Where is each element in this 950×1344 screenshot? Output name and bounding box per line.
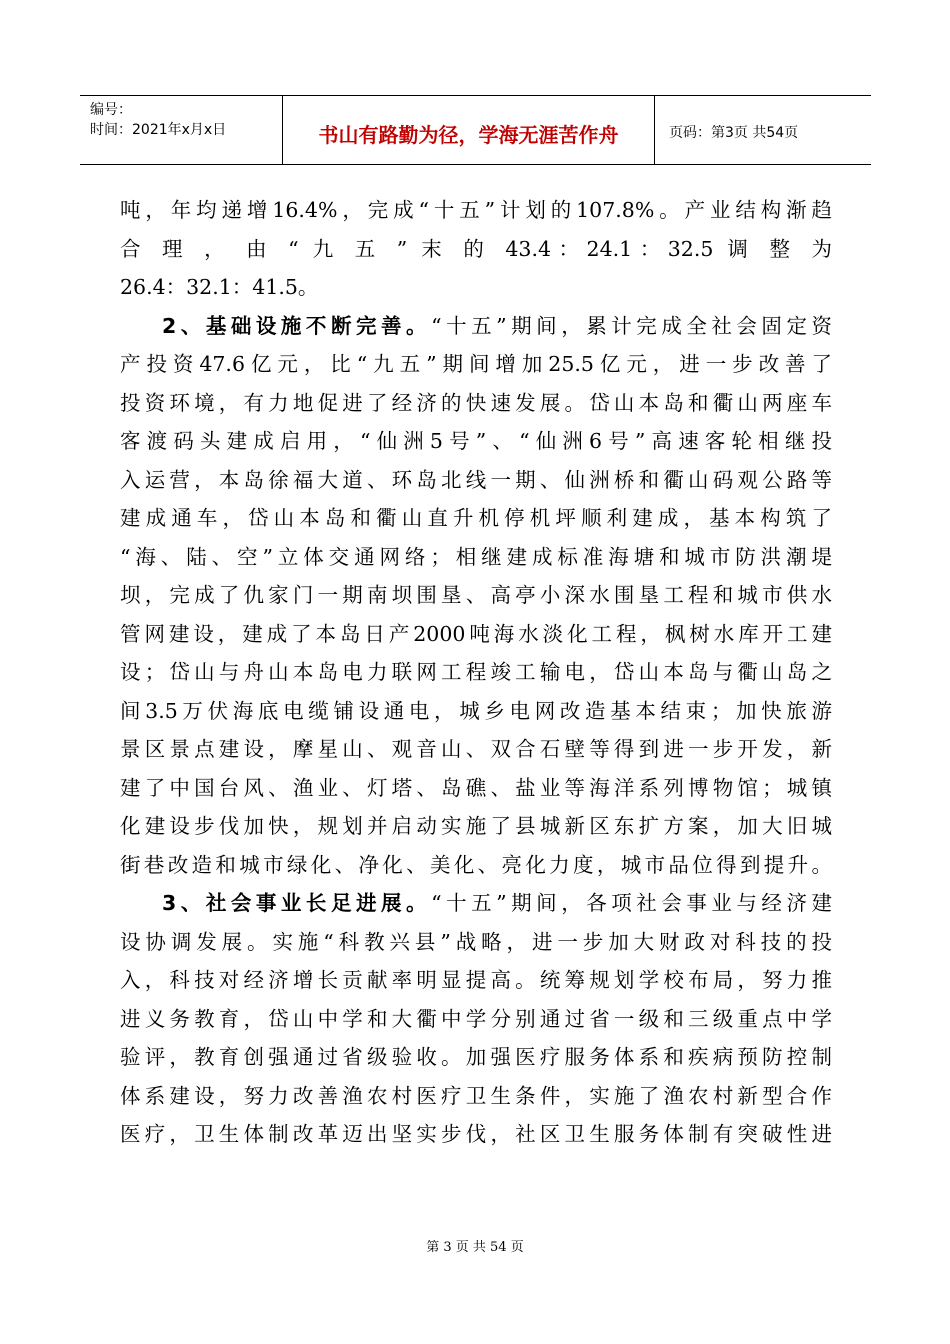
- body-line: 产投资47.6亿元，比“九五”期间增加25.5亿元，进一步改善了: [120, 352, 832, 376]
- body-line: 吨，年均递增16.4%，完成“十五”计划的107.8%。产业结构渐趋: [120, 198, 832, 222]
- body-line: 投资环境，有力地促进了经济的快速发展。岱山本岛和衢山两座车: [120, 390, 832, 415]
- header-page-info: 页码：第3页 共54页: [669, 125, 799, 141]
- body-line: 入，科技对经济增长贡献率明显提高。统筹规划学校布局，努力推: [120, 968, 832, 992]
- body-line: 26.4：32.1：41.5。: [120, 275, 319, 299]
- body-line: 入运营，本岛徐福大道、环岛北线一期、仙洲桥和衢山码观公路等: [120, 467, 832, 492]
- document-body: [120, 191, 832, 1154]
- body-line: 景区景点建设，摩星山、观音山、双合石壁等得到进一步开发，新: [120, 737, 832, 761]
- body-line: 间3.5万伏海底电缆铺设通电，城乡电网改造基本结束；加快旅游: [120, 698, 832, 723]
- body-line: 管网建设，建成了本岛日产2000吨海水淡化工程，枫树水库开工建: [120, 621, 832, 646]
- page-footer: 第 3 页 共 54 页: [426, 1240, 524, 1255]
- section-2-heading: 2、基础设施不断完善。: [162, 313, 432, 338]
- body-line: 坝，完成了仇家门一期南坝围垦、高亭小深水围垦工程和城市供水: [120, 583, 832, 607]
- code-label: 编号：: [90, 102, 132, 118]
- section-3-heading-line: [120, 884, 832, 923]
- body-line: 进义务教育，岱山中学和大衢中学分别通过省一级和三级重点中学: [120, 1006, 832, 1031]
- header-motto: 书山有路勤为径，学海无涯苦作舟: [283, 96, 655, 164]
- header-table: [80, 95, 871, 165]
- section-3-heading-rest: “十五”期间，各项社会事业与经济建: [431, 891, 832, 915]
- time-label: 时间：2021年x月x日: [90, 122, 227, 138]
- section-3-heading: 3、社会事业长足进展。: [162, 891, 432, 915]
- section-2-heading-line: [120, 307, 832, 346]
- body-line: 建成通车，岱山本岛和衢山直升机停机坪顺利建成，基本构筑了: [120, 506, 832, 530]
- body-line: “海、陆、空”立体交通网络；相继建成标准海塘和城市防洪潮堤: [120, 544, 832, 569]
- body-line: 街巷改造和城市绿化、净化、美化、亮化力度，城市品位得到提升。: [120, 852, 832, 877]
- body-line: 客渡码头建成启用，“仙洲5号”、“仙洲6号”高速客轮相继投: [120, 429, 832, 453]
- body-line: 体系建设，努力改善渔农村医疗卫生条件，实施了渔农村新型合作: [120, 1083, 832, 1108]
- section-2-heading-rest: “十五”期间，累计完成全社会固定资: [431, 313, 832, 338]
- body-line: 验评，教育创强通过省级验收。加强医疗服务体系和疾病预防控制: [120, 1045, 832, 1069]
- body-line: 医疗，卫生体制改革迈出坚实步伐，社区卫生服务体制有突破性进: [120, 1122, 832, 1146]
- body-line: 设；岱山与舟山本岛电力联网工程竣工输电，岱山本岛与衢山岛之: [120, 660, 832, 684]
- body-line: 设协调发展。实施“科教兴县”战略，进一步加大财政对科技的投: [120, 929, 832, 954]
- body-line: 建了中国台风、渔业、灯塔、岛礁、盐业等海洋系列博物馆；城镇: [120, 775, 832, 800]
- body-line: 合 理 ， 由 “ 九 五 ” 末 的 43.4：24.1：32.5 调 整 为: [120, 236, 832, 261]
- body-line: 化建设步伐加快，规划并启动实施了县城新区东扩方案，加大旧城: [120, 814, 832, 838]
- header-meta: [80, 96, 283, 164]
